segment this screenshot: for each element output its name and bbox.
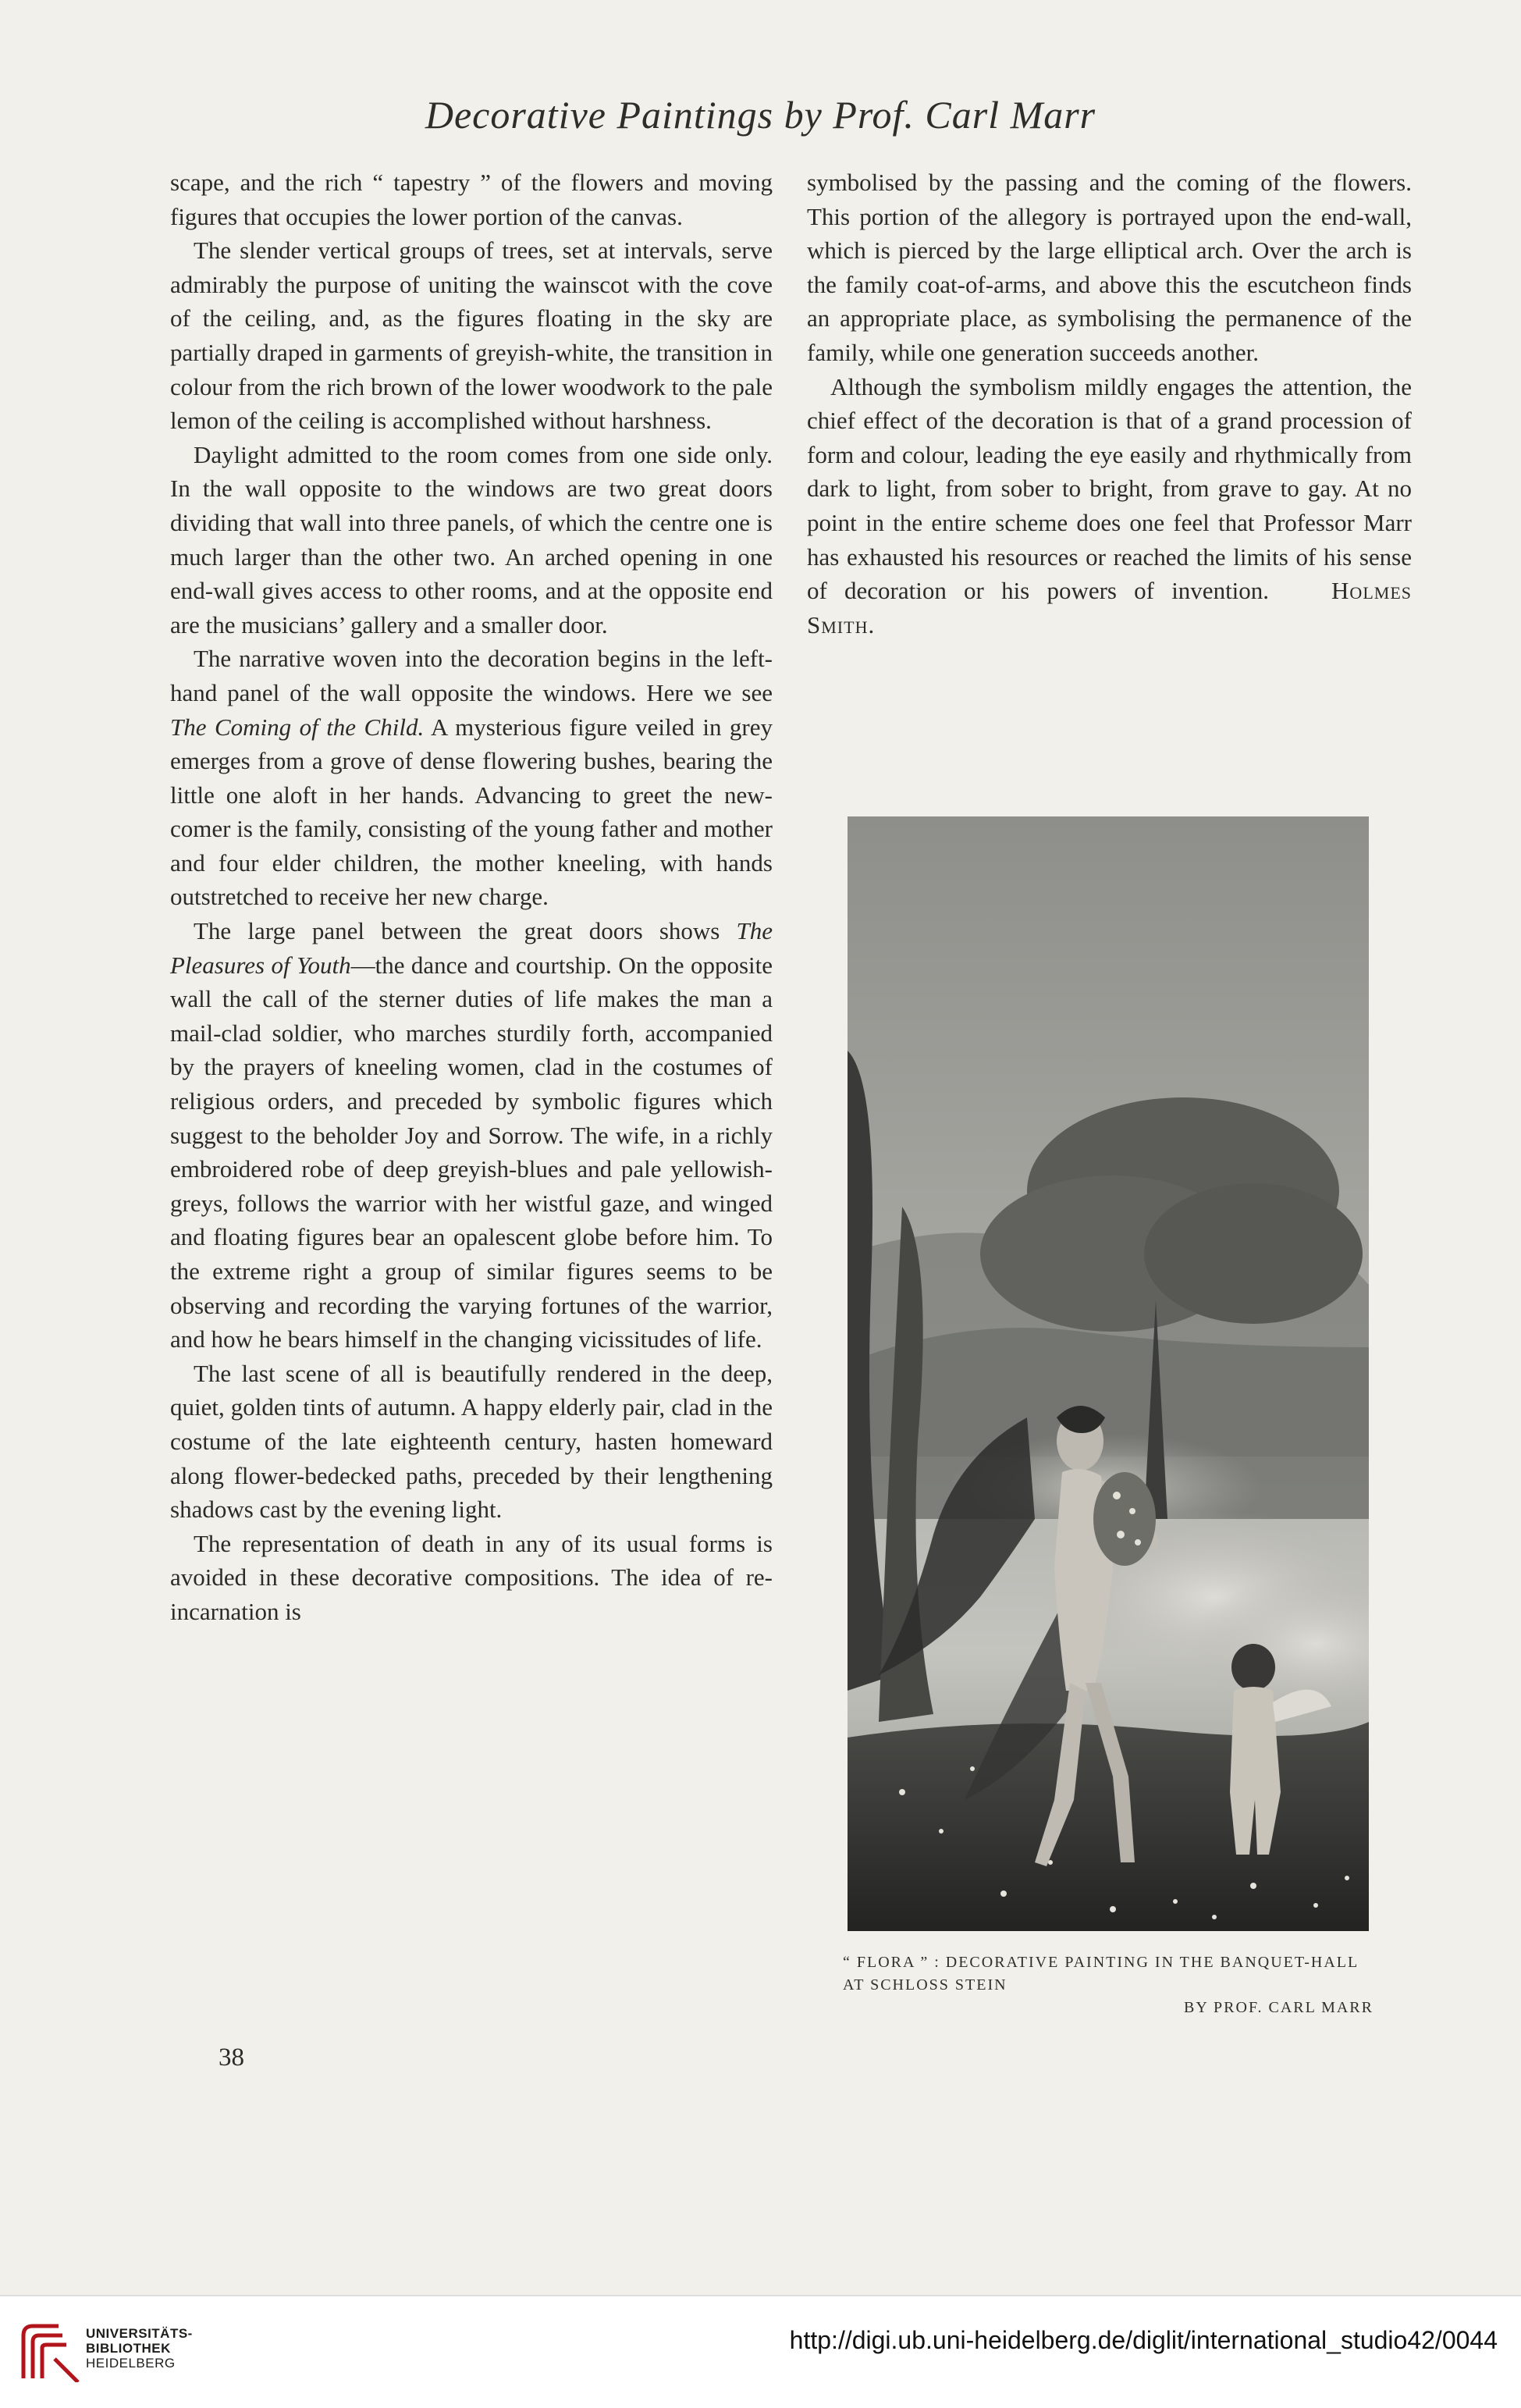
paragraph: The representation of death in any of its usual forms is avoided in these decorative compositions. The idea of re-incarnation is	[170, 1529, 773, 1625]
text-run: The large panel between the great doors shows	[194, 917, 737, 945]
library-name	[86, 2326, 193, 2371]
text-run: —the dance and courtship. On the opposite wall the call of the sterner duties of life makes the man a mail-clad soldier, who marches sturdily forth, accompanied by the prayers of kneeling women, clad in the costumes of religious orders, and preceded by symbolic figures which suggest to the beholder Joy and Sorrow. The wife, in a richly embroidered robe of deep greyish-blues and pale yellowish-greys, follows the warrior with her wistful gaze, and winged and floating figures bear an opalescent globe before him. To the extreme right a group of similar figures seems to be observing and recording the varying fortunes of the warrior, and how he bears himself in the changing vicissitudes of life.	[170, 951, 773, 1353]
running-head: Decorative Paintings by Prof. Carl Marr	[425, 93, 1096, 137]
caption-text: “ FLORA ” : DECORATIVE PAINTING IN THE BANQUET-HALL AT SCHLOSS STEIN	[843, 1954, 1359, 1994]
paragraph	[170, 642, 773, 914]
text-run: Although the symbolism mildly engages the attention, the chief effect of the decoration is that of a grand procession of form and colour, leading the eye easily and rhythmically from dark to light, from sober to bright, from grave to gay. At no point in the entire scheme does one feel that Professor Marr has exhausted his resources or reached the limits of his sense of decoration or his powers of invention.	[807, 372, 1412, 605]
artwork-title: The Pleasures of Youth	[170, 917, 773, 979]
page-number: 38	[219, 2043, 244, 2072]
digitization-footer	[0, 2295, 1521, 2408]
painting-illustration	[848, 816, 1369, 1931]
paragraph: The slender vertical groups of trees, set at intervals, serve admirably the purpose of uniting the wainscot with the cove of the ceiling, and, as the figures floating in the sky are partially draped in garments of greyish-white, the transition in colour from the rich brown of the lower woodwork to the pale lemon of the ceiling is accomplished without harshness.	[170, 237, 773, 435]
artwork-title: The Coming of the Child.	[170, 713, 425, 741]
author-signature: Holmes Smith.	[807, 577, 1412, 638]
paragraph: scape, and the rich “ tapestry ” of the flowers and moving figures that occupies the lower portion of the canvas.	[170, 169, 773, 230]
paragraph	[170, 914, 773, 1357]
caption-credit: BY PROF. CARL MARR	[1184, 1999, 1374, 2016]
text-run: The narrative woven into the decoration begins in the left-hand panel of the wall opposite the windows. Here we see	[170, 645, 773, 706]
right-column	[807, 165, 1412, 642]
library-name-line: BIBLIOTHEK	[86, 2341, 171, 2356]
library-name-line: UNIVERSITÄTS-	[86, 2326, 193, 2341]
source-url-link[interactable]: http://digi.ub.uni-heidelberg.de/diglit/international_studio42/0044	[789, 2326, 1498, 2354]
left-column	[170, 165, 773, 1629]
paragraph	[807, 370, 1412, 642]
paragraph: The last scene of all is beautifully rendered in the deep, quiet, golden tints of autumn. A happy elderly pair, clad in the costume of the late eighteenth century, hasten homeward along flower-bedecked paths, preceded by their lengthening shadows cast by the evening light.	[170, 1359, 773, 1524]
library-name-line: HEIDELBERG	[86, 2356, 176, 2371]
paragraph: Daylight admitted to the room comes from one side only. In the wall opposite to the windows are two great doors dividing that wall into three panels, of which the centre one is much larger than the other two. An arched opening in one end-wall gives access to other rooms, and at the opposite end are the musicians’ gallery and a smaller door.	[170, 440, 773, 638]
figure-caption	[843, 1951, 1374, 2019]
paragraph: symbolised by the passing and the coming of the flowers. This portion of the allegory is portrayed upon the end-wall, which is pierced by the large elliptical arch. Over the arch is the family coat-of-arms, and above this the escutcheon finds an appropriate place, as symbolising the permanence of the family, while one generation succeeds another.	[807, 169, 1412, 366]
text-run: A mysterious figure veiled in grey emerges from a grove of dense flowering bushes, bearing the little one aloft in her hands. Advancing to greet the new-comer is the family, consisting of the young father and mother and four elder children, the mother kneeling, with hands outstretched to receive her new charge.	[170, 713, 773, 911]
flora-painting-image	[848, 816, 1369, 1931]
